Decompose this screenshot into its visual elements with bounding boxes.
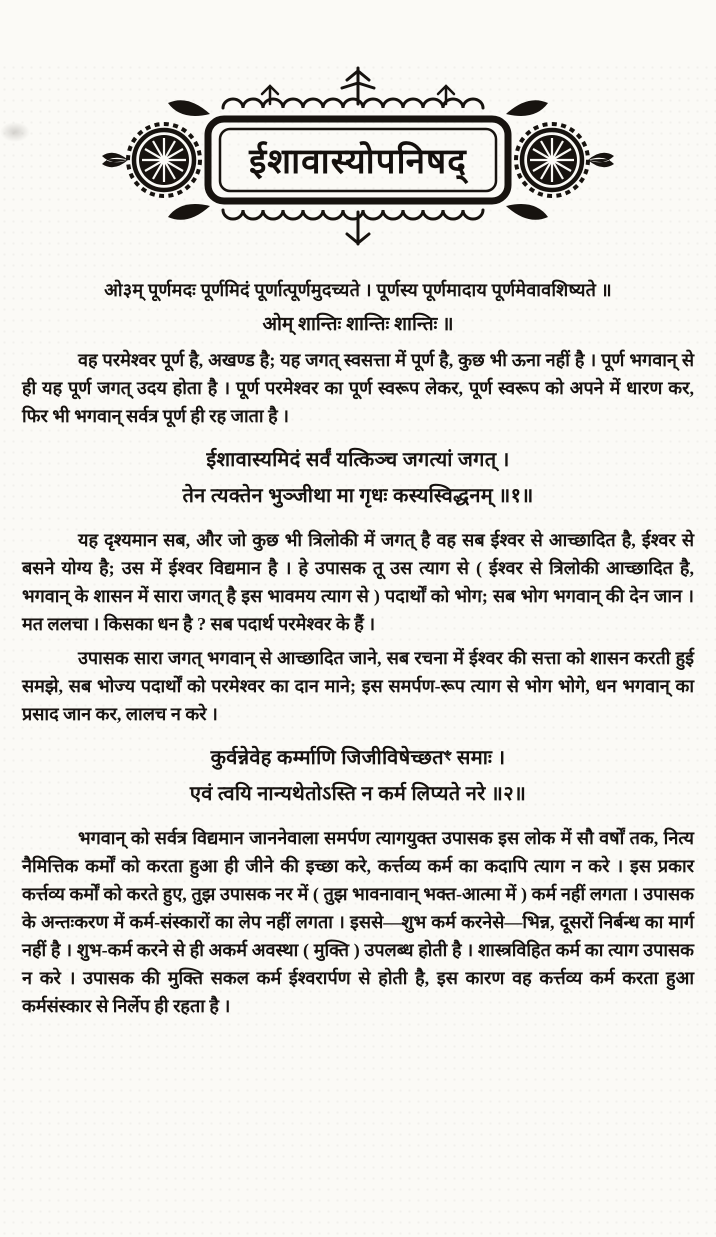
verse-2-line-1: कुर्वन्नेवेह कर्म्माणि जिजीविषेच्छतꣳ समाः । xyxy=(210,747,506,769)
scallop-bottom xyxy=(223,210,483,219)
side-spray-left-icon xyxy=(102,153,128,167)
page-title: ईशावास्योपनिषद् xyxy=(249,141,467,181)
scallop-top xyxy=(223,99,483,108)
commentary-paragraph-4: भगवान् को सर्वत्र विद्यमान जाननेवाला समर्पण त्यागयुक्त उपासक इस लोक में सौ वर्षों तक, नित्य नैमित्तिक कर्मों को करता हुआ ही जीने की इच्छा करे, कर्त्तव्य कर्म का कदापि त्याग न करे । इस प्रकार कर्त्तव्य कर्मों को करते हुए, तुझ उपासक नर में ( तुझ भावनावान् भक्त-आत्मा में ) कर्म नहीं लगता । उपासक के अन्तःकरण में कर्म-संस्कारों का लेप नहीं लगता । इससे—शुभ कर्म करनेसे—भिन्न, दूसरों निर्बन्ध का मार्ग नहीं है । शुभ-कर्म करने से ही अकर्म अवस्था ( मुक्ति ) उपलब्ध होती है । शास्त्रविहित कर्म का त्याग उपासक न करे । उपासक की मुक्ति सकल कर्म ईश्वरार्पण से होती है, इस कारण वह कर्त्तव्य कर्म करता हुआ कर्मसंस्कार से निर्लेप ही रहता है । xyxy=(22,828,694,1016)
commentary-paragraph-2: यह दृश्यमान सब, और जो कुछ भी त्रिलोकी में जगत् है वह सब ईश्वर से आच्छादित है, ईश्वर से बसने योग्य है; उस में ईश्वर विद्यमान है । हे उपासक तू उस त्याग से ( ईश्वर से त्रिलोकी आच्छादित है, भगवान् के शासन में सारा जगत् है इस भावमय त्याग से ) पदार्थों को भोग; सब भोग भगवान् की देन जान । मत ललचा । किसका धन है ? सब पदार्थ परमेश्वर के हैं । xyxy=(22,530,694,634)
verse-1-line-2: तेन त्यक्तेन भुञ्जीथा मा गृधः कस्यस्विद्धनम् ॥१॥ xyxy=(182,485,534,507)
scan-smudge xyxy=(0,122,30,142)
sanskrit-verse-2 xyxy=(22,740,694,812)
sanskrit-verse-1 xyxy=(22,442,694,514)
corner-leaf-bottom-left-icon xyxy=(168,204,210,220)
corner-leaf-top-left-icon xyxy=(168,100,210,116)
verse-1-line-1: ईशावास्यमिदं सर्वं यत्किञ्च जगत्यां जगत् । xyxy=(206,449,510,471)
verse-2-line-2: एवं त्वयि नान्यथेतोऽस्ति न कर्म लिप्यते नरे ॥२॥ xyxy=(189,783,527,805)
scanned-book-page xyxy=(0,62,716,1237)
page-content xyxy=(0,252,716,1020)
commentary-paragraph-3: उपासक सारा जगत् भगवान् से आच्छादित जाने, सब रचना में ईश्वर की सत्ता को शासन करती हुई समझे, सब भोज्य पदार्थों को परमेश्वर का दान माने; इस समर्पण-रूप त्याग से भोग भोगे, धन भगवान् का प्रसाद जान कर, लालच न करे । xyxy=(22,648,694,724)
corner-leaf-top-right-icon xyxy=(506,100,548,116)
shanti-mantra: ओम् शान्तिः शान्तिः शान्तिः ॥ xyxy=(262,314,454,335)
side-spray-right-icon xyxy=(588,153,614,167)
opening-purna-mantra: ओ३म् पूर्णमदः पूर्णमिदं पूर्णात्पूर्णमुदच्यते । पूर्णस्य पूर्णमादाय पूर्णमेवावशिष्यते ॥ xyxy=(104,280,612,300)
ornamental-header xyxy=(98,62,618,252)
commentary-paragraph-1: वह परमेश्वर पूर्ण है, अखण्ड है; यह जगत् स्वसत्ता में पूर्ण है, कुछ भी ऊना नहीं है । पूर्ण भगवान् से ही यह पूर्ण जगत् उदय होता है । पूर्ण परमेश्वर का पूर्ण स्वरूप लेकर, पूर्ण स्वरूप को अपने में धारण कर, फिर भी भगवान् सर्वत्र पूर्ण ही रह जाता है । xyxy=(22,350,694,426)
corner-leaf-bottom-right-icon xyxy=(506,204,548,220)
